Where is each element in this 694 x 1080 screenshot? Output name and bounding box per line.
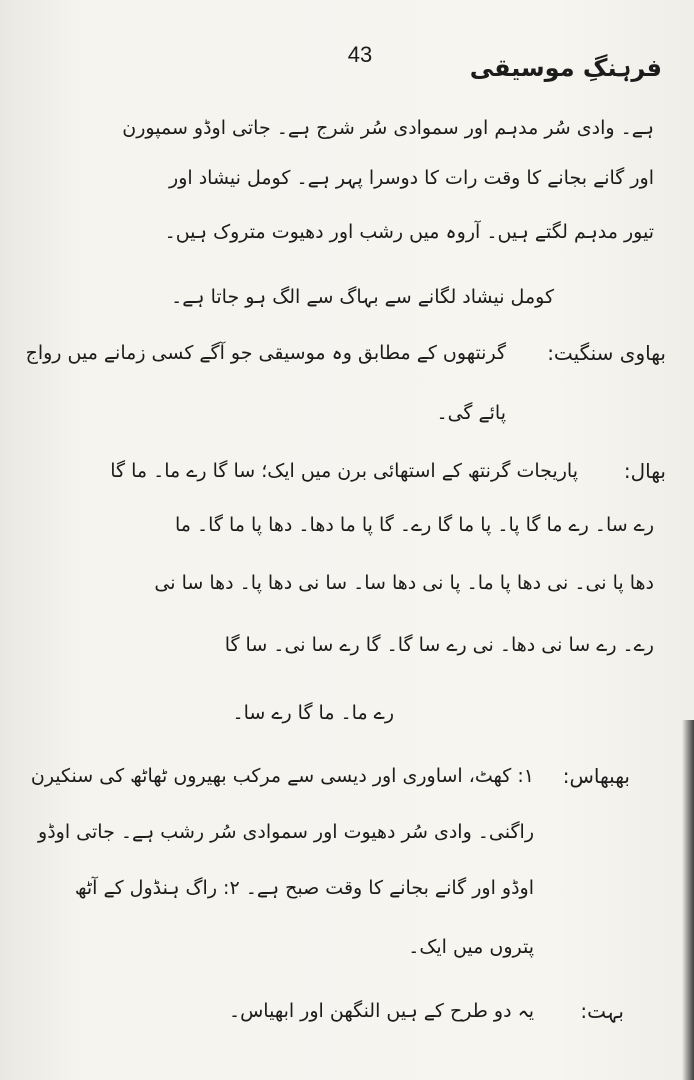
entry-term: بہت: xyxy=(580,999,624,1023)
entry-term: بھاوی سنگیت: xyxy=(547,341,666,365)
page-header xyxy=(0,40,694,90)
text-line: ۱: کھٹ، اساوری اور دیسی سے مرکب بھیروں ٹھاٹھ کی سنکیرن xyxy=(30,765,534,787)
text-line: پائے گی۔ xyxy=(436,402,506,424)
text-line: پتروں میں ایک۔ xyxy=(408,936,534,958)
text-line: پاریجات گرنتھ کے استھائی برن میں ایک؛ سا گا رے ما۔ ما گا xyxy=(110,460,578,482)
text-line: تیور مدہم لگتے ہیں۔ آروہ میں رشب اور دھیوت متروک ہیں۔ xyxy=(164,221,654,243)
text-line: اوڈو اور گانے بجانے کا وقت صبح ہے۔ ۲: راگ ہنڈول کے آٹھ xyxy=(74,877,534,899)
page-number: 43 xyxy=(347,42,373,67)
page-edge-shadow xyxy=(682,720,694,1080)
text-line: اور گانے بجانے کا وقت رات کا دوسرا پہر ہے۔ کومل نیشاد اور xyxy=(169,167,654,189)
text-line: ہے۔ وادی سُر مدہم اور سموادی سُر شرج ہے۔ جاتی اوڈو سمپورن xyxy=(122,117,654,139)
text-line: رے سا۔ رے ما گا پا۔ پا ما گا رے۔ گا پا ما دھا۔ دھا پا ما گا۔ ما xyxy=(174,514,654,536)
text-line: رے ما۔ ما گا رے سا۔ xyxy=(232,702,394,724)
text-line: یہ دو طرح کے ہیں النگھن اور ابھیاس۔ xyxy=(228,1000,534,1022)
text-line: رے۔ رے سا نی دھا۔ نی رے سا گا۔ گا رے سا نی۔ سا گا xyxy=(224,634,654,656)
text-line: راگنی۔ وادی سُر دھیوت اور سموادی سُر رشب ہے۔ جاتی اوڈو xyxy=(38,821,534,843)
running-title: فرہنگِ موسیقی xyxy=(469,54,662,82)
text-line: کومل نیشاد لگانے سے بہاگ سے الگ ہو جاتا ہے۔ xyxy=(171,286,554,308)
text-line: گرنتھوں کے مطابق وہ موسیقی جو آگے کسی زمانے میں رواج xyxy=(25,342,506,364)
entry-term: بھبھاس: xyxy=(562,764,630,788)
text-line: دھا پا نی۔ نی دھا پا ما۔ پا نی دھا سا۔ سا نی دھا پا۔ دھا سا نی xyxy=(154,572,654,594)
entry-term: بھال: xyxy=(623,459,666,483)
